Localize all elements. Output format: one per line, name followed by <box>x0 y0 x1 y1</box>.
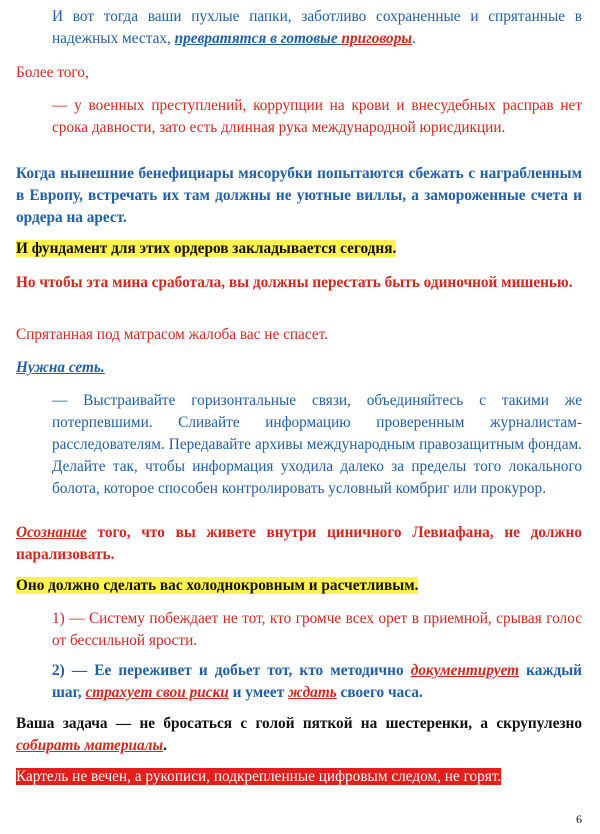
paragraph-point-2 <box>52 660 582 704</box>
paragraph-cold-blooded <box>16 575 582 597</box>
cold-blooded-highlight: Оно должно сделать вас холоднокровным и расчетливым. <box>16 577 419 594</box>
folders-end: . <box>411 30 416 47</box>
point-2-text-d: своего часа. <box>336 684 423 701</box>
foundation-highlight: И фундамент для этих ордеров закладывается сегодня. <box>16 240 397 257</box>
folders-text: И вот тогда ваши пухлые папки, заботливо сохраненные и спрятанные в надежных местах, <box>52 8 582 47</box>
paragraph-point-1: 1) — Систему побеждает не тот, кто громче всех орет в приемной, срывая голос от бессильной ярости. <box>52 610 582 649</box>
task-text-a: Ваша задача — не бросаться с голой пяткой на шестеренки, а скрупулезно <box>16 715 582 732</box>
paragraph-no-statute: — у военных преступлений, коррупции на крови и внесудебных расправ нет срока давности, зато есть длинная рука международной юрисдикции. <box>52 97 582 136</box>
awareness-text: того, что вы живете внутри циничного Левиафана, не должно парализовать. <box>16 524 582 563</box>
paragraph-mine: Но чтобы эта мина сработала, вы должны перестать быть одиночной мишенью. <box>16 274 573 291</box>
paragraph-hidden-complaint: Спрятанная под матрасом жалоба вас не спасет. <box>16 326 328 343</box>
paragraph-network: Нужна сеть. <box>16 359 105 376</box>
cartel-highlight: Картель не вечен, а рукописи, подкрепленные цифровым следом, не горят. <box>16 768 502 785</box>
task-emph-collect: собирать материалы <box>16 737 164 754</box>
paragraph-beneficiaries: Когда нынешние бенефициары мясорубки попытаются сбежать с награбленным в Европу, встречать их там должны не уютные виллы, а замороженные счета и ордера на арест. <box>16 165 582 226</box>
point-2-text-b: каждый шаг, <box>52 662 582 701</box>
point-2-emph-risks: страхует свои риски <box>85 684 229 701</box>
folders-emph-red: приговоры <box>341 30 412 47</box>
point-2-text-c: и умеет <box>228 684 289 701</box>
paragraph-moreover: Более того, <box>16 64 89 81</box>
paragraph-foundation <box>16 238 582 260</box>
awareness-emph: Осознание <box>16 524 87 541</box>
paragraph-cartel <box>16 766 582 788</box>
point-2-emph-documents: документирует <box>410 662 520 679</box>
paragraph-horizontal-links: — Выстраивайте горизонтальные связи, объединяйтесь с такими же потерпевшими. Сливайте информацию проверенным журналистам-расследователям. Передавайте архивы международным правозащитным фондам. Делайте так, чтобы информация уходила далеко за пределы того локального болота, которое способен контролировать условный комбриг или прокурор. <box>52 392 582 497</box>
point-2-text-a: 2) — Ее переживет и добьет тот, кто методично <box>52 662 411 679</box>
paragraph-awareness <box>16 522 582 566</box>
folders-emph-blue: превратятся в готовые <box>174 30 342 47</box>
paragraph-your-task <box>16 713 582 757</box>
point-2-emph-wait: ждать <box>288 684 337 701</box>
task-text-b: . <box>163 737 167 754</box>
page-number: 6 <box>576 812 582 826</box>
paragraph-folders <box>52 6 582 50</box>
